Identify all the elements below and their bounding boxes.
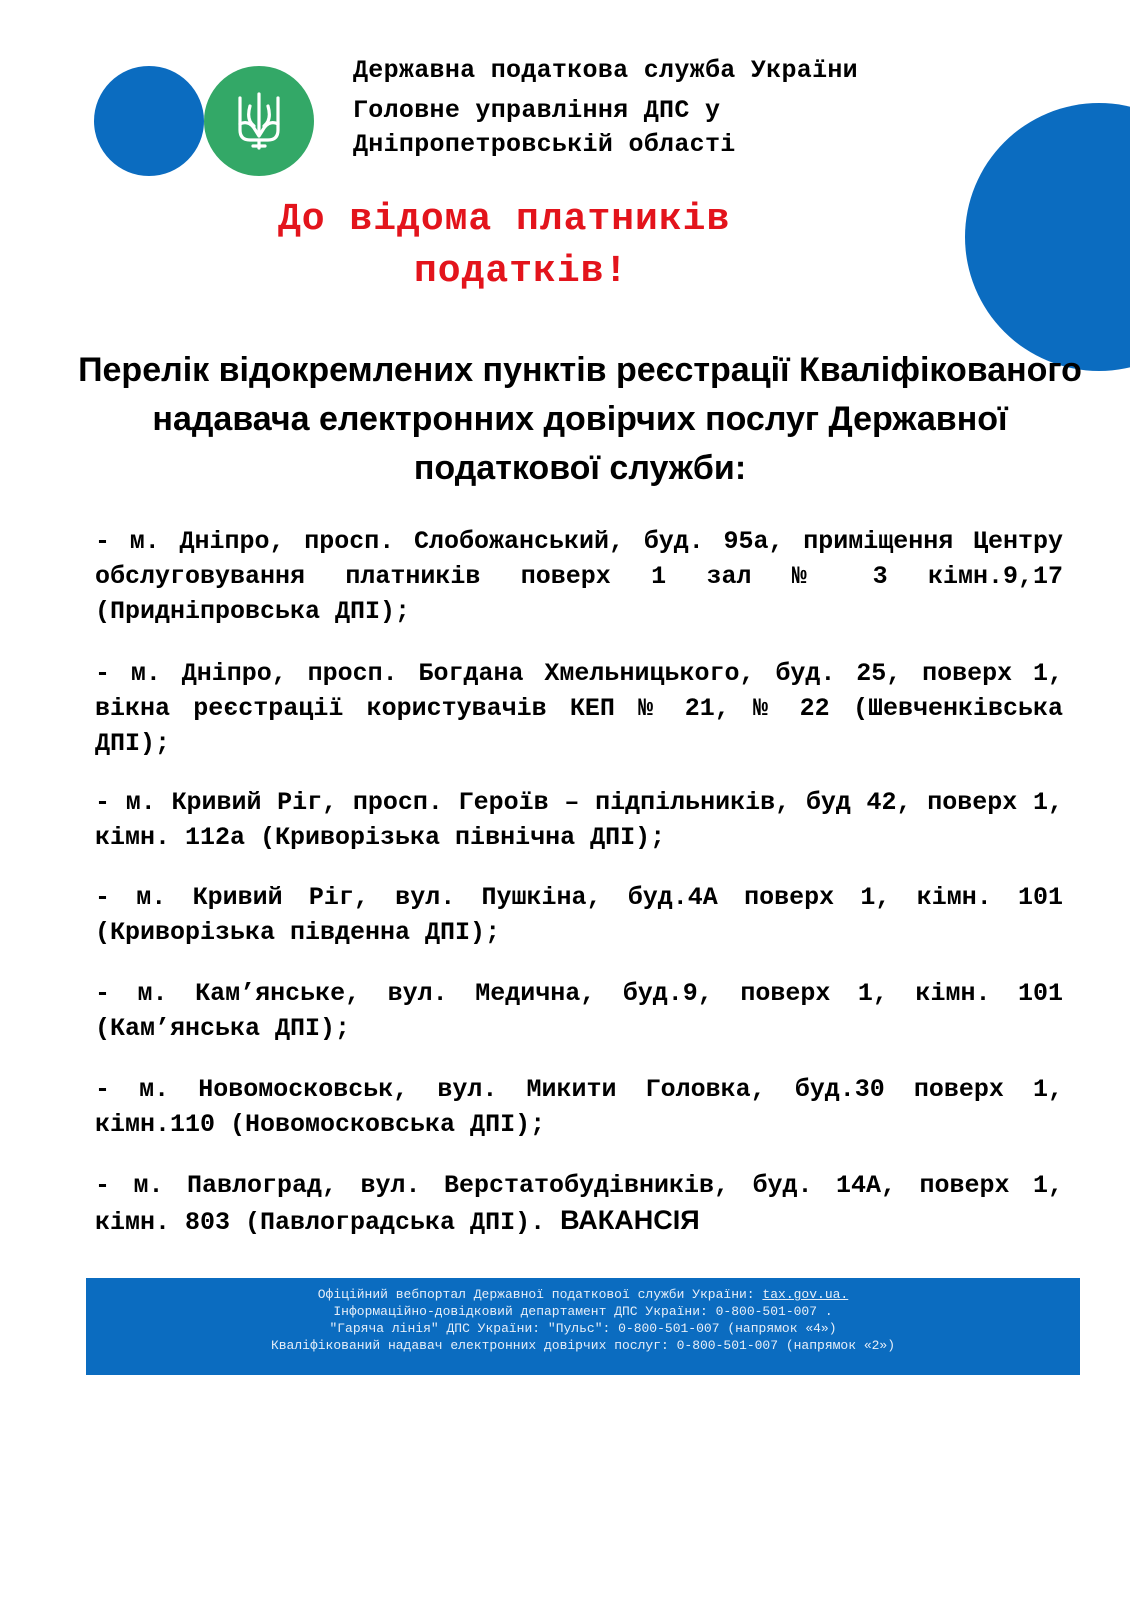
address-item: - м. Кам’янське, вул. Медична, буд.9, поверх 1, кімн. 101 (Кам’янська ДПІ); [95, 979, 1063, 1043]
footer-portal-text: Офіційний вебпортал Державної податкової служби України: [317, 1287, 763, 1302]
list-heading: Перелік відокремлених пунктів реєстрації Кваліфікованого надавача електронних довірчих послуг Державної податкової служби: [78, 351, 1082, 487]
address-item: - м. Новомосковськ, вул. Микити Головка, буд.30 поверх 1, кімн.110 (Новомосковська ДПІ); [95, 1075, 1063, 1139]
org-region: Дніпропетровській області [353, 130, 736, 159]
address-item: - м. Дніпро, просп. Богдана Хмельницького, буд. 25, поверх 1, вікна реєстрації користувачів КЕП № 21, № 22 (Шевченківська ДПІ); [95, 659, 1063, 758]
logo-green-circle [204, 66, 314, 176]
address-item-text: - м. Павлоград, вул. Верстатобудівників, буд. 14А, поверх 1, кімн. 803 (Павлоградська ДПІ). [95, 1171, 1063, 1237]
decorative-blue-circle [965, 103, 1130, 371]
notice-title-line-2: податків! [414, 250, 629, 293]
trident-emblem-icon [236, 90, 282, 152]
footer-line-hotline: "Гаряча лінія" ДПС України: "Пульс": 0-800-501-007 (напрямок «4») [329, 1321, 837, 1336]
footer-line-qualified: Кваліфікований надавач електронних довірчих послуг: 0-800-501-007 (напрямок «2») [270, 1338, 896, 1353]
footer-portal-link[interactable]: tax.gov.ua. [762, 1287, 849, 1302]
logo-blue-circle [94, 66, 204, 176]
org-name: Державна податкова служба України [353, 56, 858, 85]
org-department: Головне управління ДПС у [353, 96, 721, 125]
footer-line-info: Інформаційно-довідковий департамент ДПС України: 0-800-501-007 . [333, 1304, 833, 1319]
address-item-last [95, 1168, 1063, 1240]
footer-line-portal [86, 1286, 1080, 1303]
footer-banner [86, 1278, 1080, 1375]
address-item: - м. Дніпро, просп. Слобожанський, буд. 95а, приміщення Центру обслуговування платників поверх 1 зал № 3 кімн.9,17 (Придніпровська ДПІ); [95, 527, 1063, 626]
vacancy-label: ВАКАНСІЯ [560, 1205, 700, 1235]
address-item: - м. Кривий Ріг, просп. Героїв – підпільників, буд 42, поверх 1, кімн. 112а (Криворізька північна ДПІ); [95, 788, 1063, 852]
notice-title-line-1: До відома платників [278, 198, 731, 241]
address-item: - м. Кривий Ріг, вул. Пушкіна, буд.4А поверх 1, кімн. 101 (Криворізька південна ДПІ); [95, 883, 1063, 947]
